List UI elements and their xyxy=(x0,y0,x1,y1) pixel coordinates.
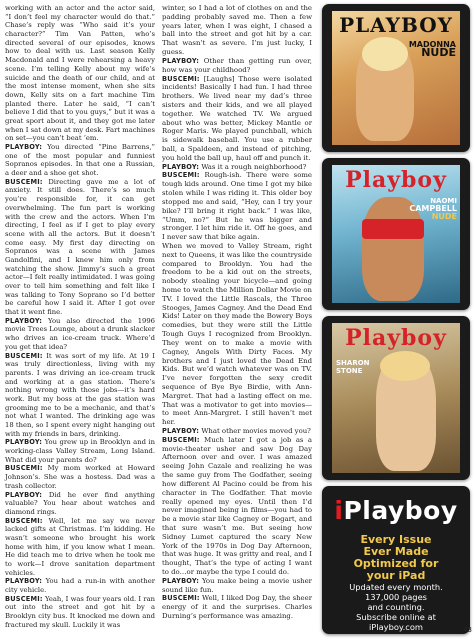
paragraph-text: You grew up in Brooklyn and in working-class Valley Stream, Long Island. What did your parents do? xyxy=(5,438,155,464)
speaker-label: PLAYBOY: xyxy=(5,143,43,151)
iplayboy-promo xyxy=(322,486,470,634)
paragraph-text: Directing gave me a lot of anxiety. It still does. There’s so much you’re responsible for, it can get overwhelming. The fun part is working with the crew and the actors. When I’m directing, I feel as if I get to play every scene with all the actors. But it doesn’t come easy. My first day directing on Sopranos was a scene with James Gandolfini, and I knew him only from watching the show. Jimmy’s such a great actor—I felt really intimidated. I was going over to tell him something and felt like I was talking to Tony Soprano so I’d better be careful how I said it. After I got over that it went fine. xyxy=(5,177,155,317)
paragraph-text: Yeah, I was four years old. I ran out into the street and got hit by a Brooklyn city bus. It knocked me down and fractured my skull. Luckily it was xyxy=(5,594,155,629)
article-paragraph xyxy=(162,427,312,436)
promo-subtext-line: Subscribe online at xyxy=(356,612,436,622)
promo-subtext-line: 137,000 pages xyxy=(365,592,427,602)
cover-masthead: PLAYBOY xyxy=(339,13,453,37)
article-paragraph xyxy=(5,352,155,439)
paragraph-text: Was it a rough neighborhood? xyxy=(201,162,307,171)
ipad-cover-3 xyxy=(322,316,470,480)
paragraph-text: Rough-ish. There were some tough kids around. One time I got my bike stolen while I was riding it. This older boy stopped me and said, “Hey, can I try your bike? I’ll bring it right back.” I was like, “Umm, no?” But he was bigger and stronger. I let him ride it. Off he goes, and I never saw that bike again. xyxy=(162,171,312,242)
speaker-label: PLAYBOY: xyxy=(5,577,43,586)
article-paragraph xyxy=(5,143,155,178)
article-paragraph xyxy=(5,517,155,578)
cover-headline-line: MADONNA xyxy=(408,40,456,49)
article-paragraph xyxy=(162,594,312,620)
logo-i: i xyxy=(334,496,344,525)
cover-headline-line: STONE xyxy=(336,367,363,375)
cover-hair-shape xyxy=(362,37,408,71)
speaker-label: BUSCEMI: xyxy=(5,464,43,473)
article-paragraph xyxy=(162,242,312,427)
paragraph-text: You also directed the 1996 movie Trees Lounge, about a drunk slacker who drives an ice-cream truck. Where’d you get that idea? xyxy=(5,316,155,351)
promo-subtext xyxy=(322,582,470,632)
cover-headline xyxy=(409,41,456,57)
page-number: 43 xyxy=(463,626,472,634)
ipad-cover-2 xyxy=(322,158,470,310)
cover-headline-line: NUDE xyxy=(421,46,456,59)
cover-masthead: Playboy xyxy=(345,167,447,193)
article-paragraph xyxy=(5,438,155,464)
logo-text: Playboy xyxy=(343,496,458,525)
promo-subtext-line: iPlayboy.com xyxy=(368,622,424,632)
speaker-label: BUSCEMI: xyxy=(5,177,43,186)
iplayboy-logo xyxy=(322,496,470,525)
article-column-2 xyxy=(162,4,312,621)
article-paragraph xyxy=(162,163,312,172)
speaker-label: BUSCEMI: xyxy=(5,516,43,525)
speaker-label: BUSCEMI: xyxy=(162,171,200,180)
cover-headline-line: NUDE xyxy=(431,212,457,221)
magazine-cover-image xyxy=(332,11,460,145)
cover-headline-line: CAMPBELL xyxy=(409,204,457,213)
speaker-label: PLAYBOY: xyxy=(162,162,200,171)
paragraph-text: Well, let me say we never lacked gifts at Christmas. I’m kidding. He wasn’t someone who brought his work home with him, if you know what I mean. He did teach me to drive when he took me to work—I drove sanitation department vehicles. xyxy=(5,516,155,577)
paragraph-text: It was sort of my life. At 19 I was truly directionless, living with my parents. I was driving an ice-cream truck and working at a gas station. There’s nothing wrong with those jobs—it’s hard work. But my boss at the gas station was grooming me to be a mechanic, and that’s not what I wanted. The drinking age was 18 then, so I spent every night hanging out with my friends in bars, drinking. xyxy=(5,351,155,438)
promo-headline-line: Ever Made xyxy=(363,545,429,558)
cover-headline-line: NAOMI xyxy=(430,197,457,205)
paragraph-text: When we moved to Valley Stream, right next to Queens, it was like the countryside compared to Brooklyn. You had the freedom to be a kid out on the streets, nobody stealing your bicycle—and going home to watch the Million Dollar Movie on TV. I loved the Little Rascals, the Three Stooges, James Cagney. And the Dead End Kids! Later on they made the Bowery Boys comedies, but they were still the Little Tough Guys I recognized from Brooklyn. They went on to make a movie with Cagney, Angels With Dirty Faces. My brothers and I just loved the Dead End Kids. But we’d watch whatever was on TV. I’ve never forgotten the sexy credit sequence of Bye Bye Birdie, with Ann-Margret. That had a lasting effect on me. That was a motivator to get into movies—to meet Ann-Margret. I still haven’t met her. xyxy=(162,241,312,427)
promo-headline xyxy=(322,534,470,582)
paragraph-text: winter, so I had a lot of clothes on and the padding probably saved me. Then a few years later, when I was eight, I chased a ball into the street and got hit by a car. That wasn’t as severe. I’m just lucky, I guess. xyxy=(162,4,312,57)
article-paragraph xyxy=(162,436,312,577)
promo-headline-line: Every Issue xyxy=(360,533,432,546)
article-paragraph xyxy=(162,57,312,75)
ipad-cover-1 xyxy=(322,4,470,152)
article-paragraph xyxy=(162,577,312,595)
paragraph-text: What other movies moved you? xyxy=(201,427,311,435)
cover-hair-shape xyxy=(380,351,430,381)
paragraph-text: working with an actor and the actor said, “I don’t feel my character would do that.” Chase’s reply was “Who said it’s your character?” Tim Van Patten, who’s directed several of our episodes, knows how to deal with us. Last season Kelly Macdonald and I were rehearsing a heavy scene. I’m telling Kelly about my wife’s suicide and the death of our child, and at the most intense moment, when she sits down, Kelly sits on a fart machine Tim planted there. Later he said, “I can’t believe I did that to you guys,” but it was a great sport about it, and they got me later when I sat down at my desk. Fart machines on set—you can’t beat ’em. xyxy=(5,4,155,143)
speaker-label: BUSCEMI: xyxy=(5,594,43,603)
article-paragraph xyxy=(5,577,155,594)
paragraph-text: You directed “Pine Barrens,” one of the most popular and funniest Sopranos episodes. In that one a Russian, a deer and a shoe get shot. xyxy=(5,143,155,178)
promo-subtext-line: and counting. xyxy=(367,602,425,612)
cover-headline xyxy=(336,359,370,375)
paragraph-text: Other than getting run over, how was your childhood? xyxy=(162,56,312,74)
article-paragraph xyxy=(5,317,155,352)
cover-headline-line: SHARON xyxy=(336,359,370,367)
article-paragraph xyxy=(162,4,312,57)
speaker-label: PLAYBOY: xyxy=(162,427,200,435)
magazine-cover-image xyxy=(332,165,460,303)
speaker-label: PLAYBOY: xyxy=(162,56,200,65)
speaker-label: PLAYBOY: xyxy=(5,438,43,447)
article-paragraph xyxy=(5,178,155,317)
speaker-label: PLAYBOY: xyxy=(162,576,200,585)
article-paragraph xyxy=(5,595,155,630)
paragraph-text: Much later I got a job as a movie-theater usher and saw Dog Day Afternoon over and over. I was amazed seeing John Cazale and realizing he was the same guy from The Godfather, seeing how different Al Pacino could be from his character in The Godfather. That movie really opened my eyes. Until then I’d never imagined being in films—you had to be a movie star like Cagney or Bogart, and that sure wasn’t me. But seeing how Sidney Lumet captured the scary New York of the 1970s in Dog Day Afternoon, that was huge. It was gritty and real, and I thought, That’s the type of acting I want to do…or maybe the type I could do. xyxy=(162,435,312,576)
speaker-label: BUSCEMI: xyxy=(162,74,200,83)
promo-subtext-line: Updated every month. xyxy=(349,582,443,592)
cover-masthead: Playboy xyxy=(345,325,447,351)
paragraph-text: You make being a movie usher sound like fun. xyxy=(162,576,312,594)
article-paragraph xyxy=(162,75,312,163)
paragraph-text: You had a run-in with another city vehicle. xyxy=(5,577,155,595)
paragraph-text: Well, I liked Dog Day, the sheer energy of it and the surprises. Charles Durning’s performance was amazing. xyxy=(162,594,312,621)
speaker-label: PLAYBOY: xyxy=(5,316,43,325)
paragraph-text: [Laughs] Those were isolated incidents! Basically I had fun. I had three brothers. We lived near my dad’s three sisters and their kids, and we all played together. We watched TV. We argued about who was better, Mickey Mantle or Roger Maris. We played punchball, which is sidewalk baseball. You use a rubber ball, a Spaldeen, and instead of pitching, you hold the ball up, haul off and punch it. xyxy=(162,74,312,162)
magazine-cover-image xyxy=(332,323,460,473)
article-paragraph xyxy=(5,491,155,517)
promo-headline-line: Optimized for xyxy=(353,557,439,570)
speaker-label: BUSCEMI: xyxy=(162,435,200,444)
promo-headline-line: your iPad xyxy=(366,569,426,582)
article-column-1 xyxy=(5,4,155,630)
article-paragraph xyxy=(5,464,155,490)
cover-bikini-shape xyxy=(362,219,424,239)
paragraph-text: Did he ever find anything valuable? You hear about watches and diamond rings. xyxy=(5,490,155,516)
speaker-label: BUSCEMI: xyxy=(162,594,200,603)
speaker-label: BUSCEMI: xyxy=(5,351,43,360)
cover-headline xyxy=(409,197,457,221)
speaker-label: PLAYBOY: xyxy=(5,490,43,499)
article-paragraph xyxy=(5,4,155,143)
article-paragraph xyxy=(162,171,312,242)
paragraph-text: My mom worked at Howard Johnson’s. She was a hostess. Dad was a trash collector. xyxy=(5,464,155,490)
